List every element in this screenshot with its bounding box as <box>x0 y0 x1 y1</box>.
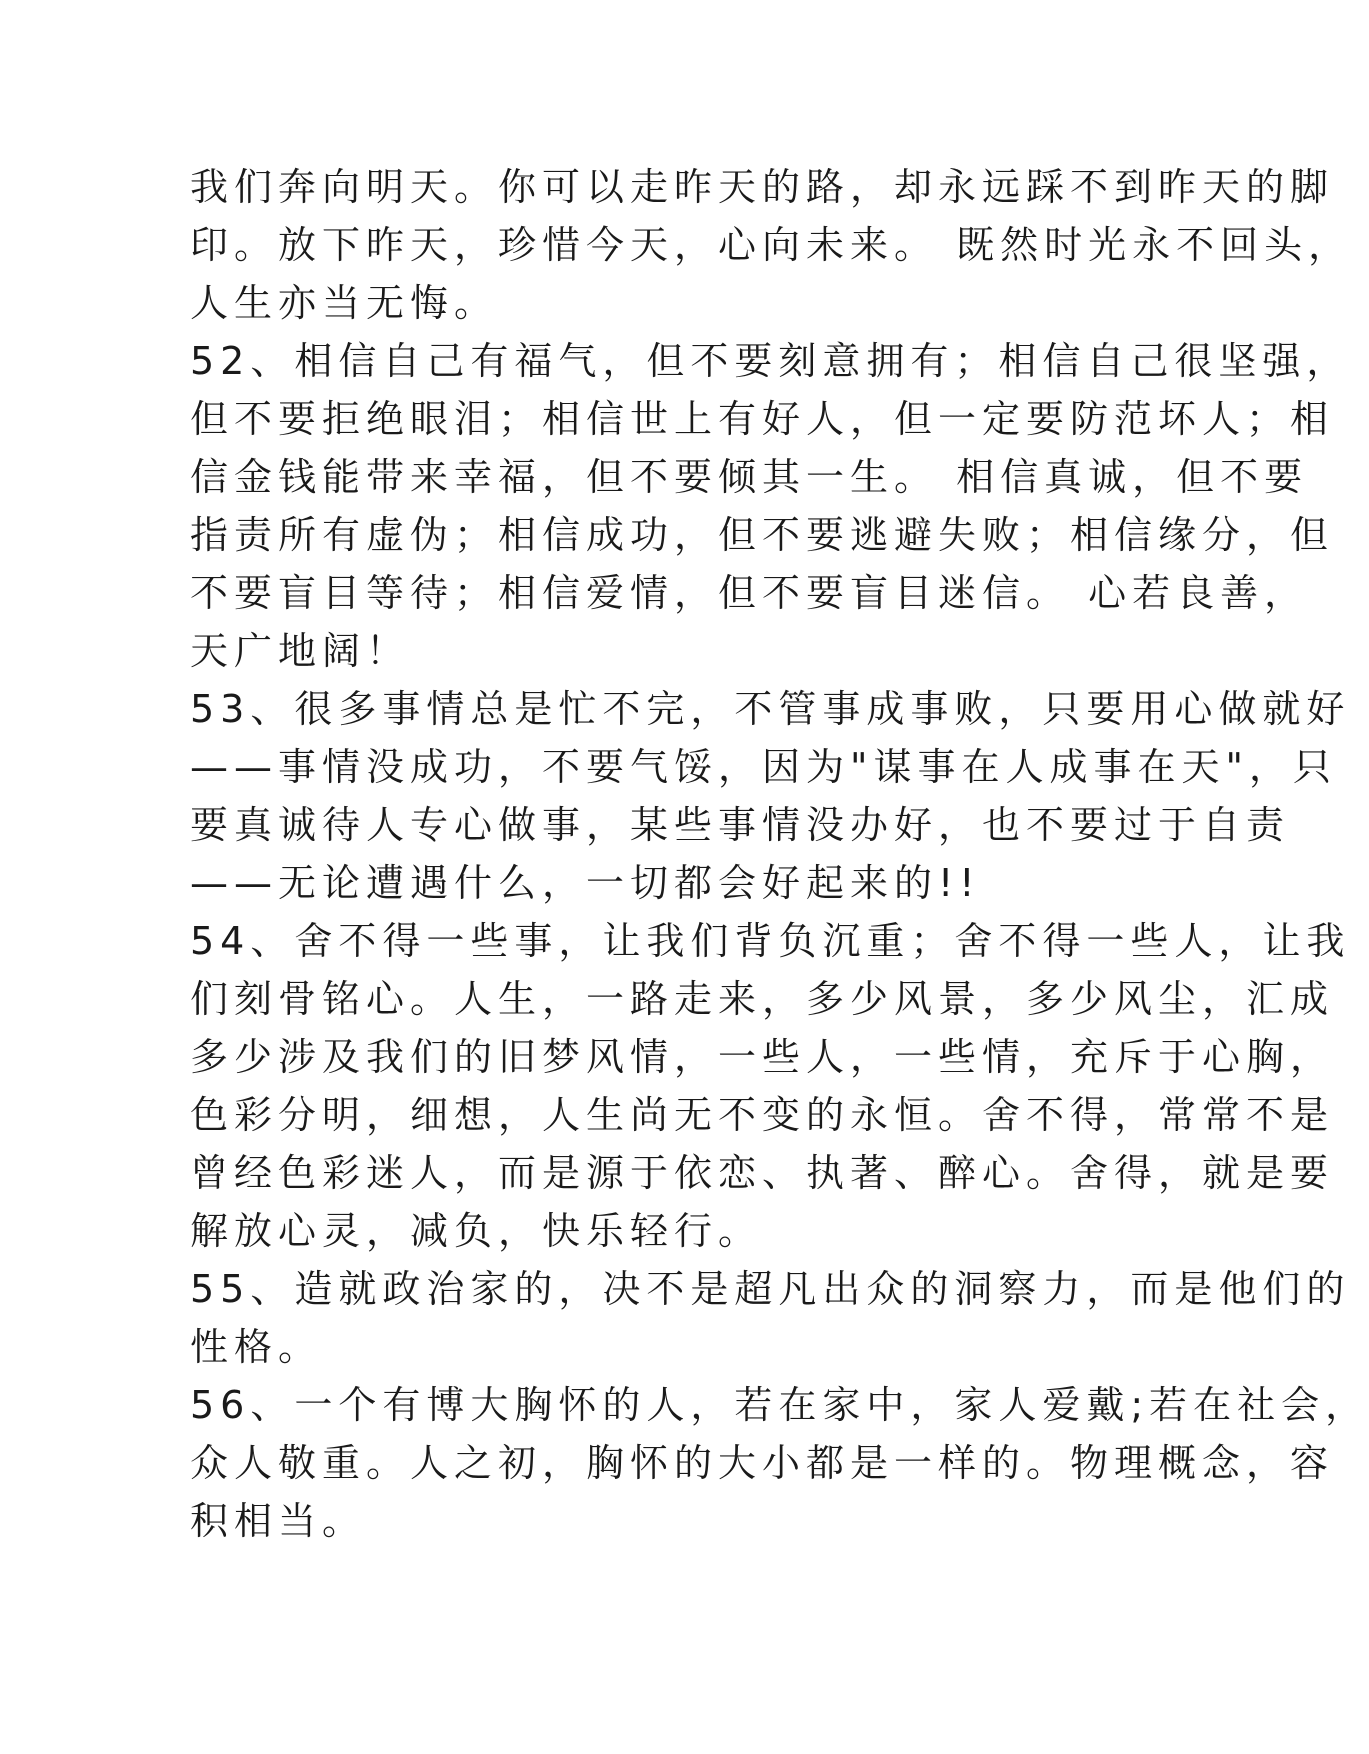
paragraph-53 <box>190 680 1351 912</box>
text-line: 56、一个有博大胸怀的人，若在家中，家人爱戴;若在社会， <box>190 1383 1369 1427</box>
text-line: 要真诚待人专心做事，某些事情没办好，也不要过于自责 <box>190 803 1291 847</box>
paragraph-55 <box>190 1260 1351 1376</box>
text-line: 们刻骨铭心。人生，一路走来，多少风景，多少风尘，汇成 <box>190 977 1335 1021</box>
text-line: 多少涉及我们的旧梦风情，一些人，一些情，充斥于心胸， <box>190 1035 1335 1079</box>
text-line: 指责所有虚伪；相信成功，但不要逃避失败；相信缘分，但 <box>190 513 1335 557</box>
paragraph-54 <box>190 912 1351 1260</box>
text-line: 印。放下昨天，珍惜今天，心向未来。 既然时光永不回头， <box>190 223 1353 267</box>
text-line: 但不要拒绝眼泪；相信世上有好人，但一定要防范坏人；相 <box>190 397 1335 441</box>
text-line: 人生亦当无悔。 <box>190 281 499 325</box>
text-line: 53、很多事情总是忙不完，不管事成事败，只要用心做就好 <box>190 687 1351 731</box>
text-line: 52、相信自己有福气，但不要刻意拥有；相信自己很坚强， <box>190 339 1351 383</box>
text-line: ——无论遭遇什么，一切都会好起来的!! <box>190 861 981 905</box>
text-line: 曾经色彩迷人，而是源于依恋、执著、醉心。舍得，就是要 <box>190 1151 1335 1195</box>
text-line: 不要盲目等待；相信爱情，但不要盲目迷信。 心若良善， <box>190 571 1309 615</box>
document-body <box>190 158 1369 1550</box>
text-line: 解放心灵，减负，快乐轻行。 <box>190 1209 763 1253</box>
paragraph-56 <box>190 1376 1369 1550</box>
paragraph-52 <box>190 332 1351 680</box>
paragraph-continuation <box>190 158 1353 332</box>
text-line: 54、舍不得一些事，让我们背负沉重；舍不得一些人，让我 <box>190 919 1351 963</box>
text-line: 天广地阔！ <box>190 629 411 673</box>
text-line: 55、造就政治家的，决不是超凡出众的洞察力，而是他们的 <box>190 1267 1351 1311</box>
text-line: 性格。 <box>190 1325 323 1369</box>
text-line: 信金钱能带来幸福，但不要倾其一生。 相信真诚，但不要 <box>190 455 1309 499</box>
text-line: 积相当。 <box>190 1499 367 1543</box>
text-line: 色彩分明，细想，人生尚无不变的永恒。舍不得，常常不是 <box>190 1093 1335 1137</box>
text-line: ——事情没成功，不要气馁，因为"谋事在人成事在天"，只 <box>190 745 1337 789</box>
text-line: 众人敬重。人之初，胸怀的大小都是一样的。物理概念，容 <box>190 1441 1335 1485</box>
text-line: 我们奔向明天。你可以走昨天的路，却永远踩不到昨天的脚 <box>190 165 1335 209</box>
